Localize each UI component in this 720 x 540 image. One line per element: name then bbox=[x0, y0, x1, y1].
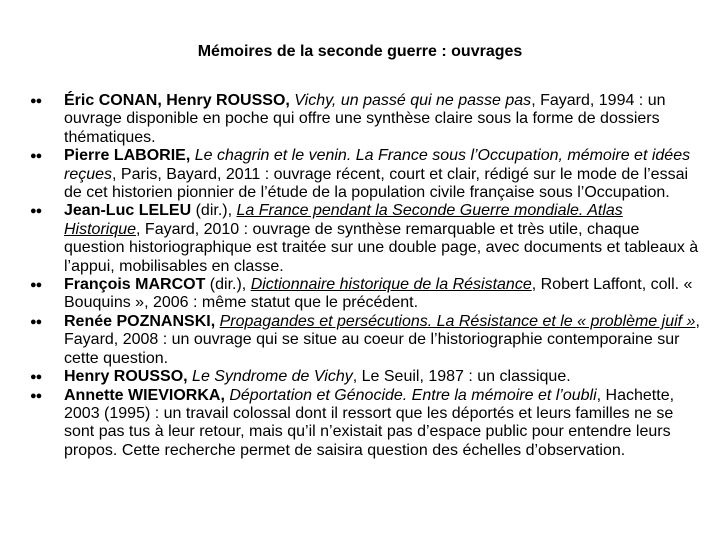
entry-description: , Le Seuil, 1987 : un classique. bbox=[352, 368, 571, 386]
bullet-icon: ●● bbox=[30, 371, 42, 384]
entry-description: , Fayard, 2008 : un ouvrage qui se situe au coeur de l’historiographie contemporaine sur cette question. bbox=[64, 312, 700, 367]
bibliography-entry bbox=[30, 276, 702, 313]
entry-author: Pierre LABORIE, bbox=[64, 147, 191, 165]
entry-work-title: Déportation et Génocide. Entre la mémoire et l’oubli bbox=[229, 386, 597, 404]
bullet-icon: ●● bbox=[30, 389, 42, 402]
bibliography-entry bbox=[30, 313, 702, 368]
bullet-icon: ●● bbox=[30, 150, 42, 163]
bibliography-list bbox=[30, 92, 702, 460]
entry-description: , Paris, Bayard, 2011 : ouvrage récent, court et clair, rédigé sur le mode de l’essai de cet historien pionnier de l’étude de la population civile française sous l’Occupation. bbox=[64, 165, 689, 202]
entry-author: Henry ROUSSO, bbox=[64, 368, 188, 386]
entry-description: , Fayard, 2010 : ouvrage de synthèse remarquable et très utile, chaque question historiographique est traitée sur une double page, avec documents et tableaux à l’appui, mobilisables en classe. bbox=[64, 220, 699, 275]
entry-author: Jean-Luc LELEU bbox=[64, 202, 192, 220]
entry-editor-note: (dir.), bbox=[205, 276, 251, 294]
slide-title: Mémoires de la seconde guerre : ouvrages bbox=[197, 43, 523, 60]
entry-author: Annette WIEVIORKA, bbox=[64, 386, 225, 404]
bibliography-entry bbox=[30, 147, 702, 202]
entry-author: Éric CONAN, Henry ROUSSO, bbox=[64, 92, 290, 109]
bullet-icon: ●● bbox=[30, 95, 42, 107]
bullet-icon: ●● bbox=[30, 205, 42, 218]
entry-description: , Robert Laffont, coll. « Bouquins », 2006 : même statut que le précédent. bbox=[64, 276, 693, 312]
entry-description: , Hachette, 2003 (1995) : un travail colossal dont il ressort que les déportés et leurs familles ne se sont pas tus à leur retour, mais qu’il n’existait pas d’espace public pour entendre leurs propos. Cette recherche permet de saisira question des échelles d’observation. bbox=[64, 386, 675, 459]
bibliography-entry bbox=[30, 387, 702, 461]
entry-work-title: Le chagrin et le venin. La France sous l’Occupation, mémoire et idées reçues bbox=[64, 147, 691, 183]
entry-work-title: Vichy, un passé qui ne passe pas bbox=[294, 92, 532, 109]
entry-description: , Fayard, 1994 : un ouvrage disponible en poche qui offre une synthèse claire sous la forme de dossiers thématiques. bbox=[64, 92, 666, 146]
entry-work-title: Le Syndrome de Vichy bbox=[192, 368, 353, 386]
bullet-icon: ●● bbox=[30, 315, 42, 328]
bullet-icon: ●● bbox=[30, 279, 42, 292]
bibliography-entry bbox=[30, 368, 702, 386]
bibliography-entry bbox=[30, 202, 702, 276]
entry-work-title: Propagandes et persécutions. La Résistance et le « problème juif » bbox=[219, 312, 696, 330]
entry-work-title: La France pendant la Seconde Guerre mondiale. Atlas Historique bbox=[64, 202, 623, 238]
bibliography-entry bbox=[30, 92, 702, 147]
entry-work-title: Dictionnaire historique de la Résistance bbox=[250, 276, 532, 294]
entry-author: Renée POZNANSKI, bbox=[64, 312, 216, 330]
entry-editor-note: (dir.), bbox=[191, 202, 237, 220]
entry-author: François MARCOT bbox=[64, 276, 206, 294]
